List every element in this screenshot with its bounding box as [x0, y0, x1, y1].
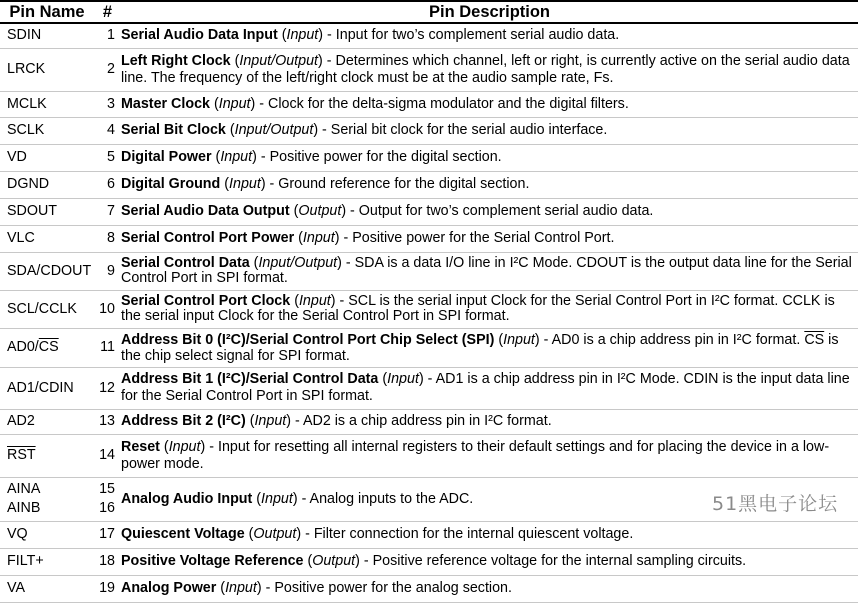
pin-text: Output for two’s complement serial audio data. [358, 203, 654, 219]
pin-name: FILT+ [0, 548, 94, 575]
pin-number: 12 [94, 367, 121, 409]
table-row [0, 48, 858, 91]
pin-description: Digital Ground (Input) - Ground reference for the digital section. [121, 171, 858, 198]
pin-io: Input [168, 438, 201, 455]
pin-text: Positive reference voltage for the internal sampling circuits. [372, 553, 747, 569]
pin-number: 6 [94, 171, 121, 198]
pin-text: SDA is a data I/O line in I²C Mode. CDOUT is the output data line for the Serial Control Port in SPI format. [121, 255, 852, 286]
pin-io: Output [253, 526, 297, 542]
pin-number [94, 477, 121, 521]
pin-title: Analog Audio Input [121, 490, 253, 507]
pin-name-b: AINB [7, 500, 41, 516]
pin-title: Reset [121, 438, 160, 455]
watermark: 51黑电子论坛 [712, 493, 839, 515]
pin-text-overline: $\overline{CS}$ [804, 331, 825, 348]
pin-name-overline: $\overline{CS}$ [38, 339, 59, 355]
pin-text: Input for two’s complement serial audio data. [335, 27, 620, 44]
table-row [0, 252, 858, 290]
pin-title: Serial Control Data [121, 255, 250, 271]
pin-io: Input [286, 27, 319, 44]
pin-io: Input [503, 331, 535, 348]
pin-title: Analog Power [121, 580, 217, 596]
pin-name [0, 477, 94, 521]
pin-description: Left Right Clock (Input/Output) - Determines which channel, left or right, is currently active on the serial audio data line. The frequency of the left/right clock must be at the audio sample rate, Fs. [121, 48, 858, 91]
pin-io: Input/Output [258, 255, 338, 271]
pin-number: 10 [94, 290, 121, 328]
pin-name-overline: $\overline{RST}$ [7, 447, 36, 463]
table-row [0, 575, 858, 602]
pin-title: Serial Audio Data Output [121, 203, 290, 219]
pin-title: Digital Power [121, 149, 212, 165]
pin-name: AD1/CDIN [0, 367, 94, 409]
pin-io: Input [298, 293, 331, 309]
header-pin-description: Pin Description [121, 1, 858, 23]
pin-text: Positive power for the Serial Control Port. [352, 230, 615, 246]
pin-io: Input [220, 149, 253, 165]
pin-title: Address Bit 2 (I²C) [121, 413, 246, 429]
pin-io: Input [254, 413, 287, 429]
pin-description: Reset (Input) - Input for resetting all internal registers to their default settings and for placing the device in a low-power mode. [121, 434, 858, 477]
pin-description: Serial Control Port Clock (Input) - SCL is the serial input Clock for the Serial Control Port in I²C format. CCLK is the serial input Clock for the Serial Control Port in SPI format. [121, 290, 858, 328]
pin-description: Serial Audio Data Output (Output) - Output for two’s complement serial audio data. [121, 198, 858, 225]
pin-name: SCL/CCLK [0, 290, 94, 328]
table-row [0, 117, 858, 144]
pin-number: 3 [94, 91, 121, 117]
pin-name-prefix: AD0/ [7, 339, 39, 355]
pin-name: VA [0, 575, 94, 602]
header-pin-name: Pin Name [0, 1, 94, 23]
table-row [0, 198, 858, 225]
pin-description: Master Clock (Input) - Clock for the delta-sigma modulator and the digital filters. [121, 91, 858, 117]
pin-title: Quiescent Voltage [121, 526, 245, 542]
pin-description: Positive Voltage Reference (Output) - Positive reference voltage for the internal sampling circuits. [121, 548, 858, 575]
table-row [0, 367, 858, 409]
table-row [0, 91, 858, 117]
pin-title: Serial Bit Clock [121, 122, 226, 138]
pin-number: 17 [94, 521, 121, 548]
pin-number: 14 [94, 434, 121, 477]
pin-io: Input [261, 490, 293, 507]
pin-name: MCLK [0, 91, 94, 117]
pin-text: Determines which channel, left or right, is currently active on the serial audio data line. The frequency of the left/right clock must be at the audio sample rate, Fs. [121, 52, 850, 86]
pin-number: 8 [94, 225, 121, 252]
pin-text: Clock for the delta-sigma modulator and the digital filters. [268, 95, 629, 112]
pin-text: SCL is the serial input Clock for the Serial Control Port in I²C format. CCLK is the serial input Clock for the Serial Control Port in SPI format. [121, 293, 835, 324]
table-row [0, 23, 858, 48]
pin-text: Positive power for the analog section. [274, 580, 512, 596]
header-number: # [94, 1, 121, 23]
pin-name [0, 434, 94, 477]
pin-number: 5 [94, 144, 121, 171]
pin-name: DGND [0, 171, 94, 198]
pin-title: Serial Control Port Clock [121, 293, 291, 309]
table-row [0, 434, 858, 477]
pin-description: Serial Control Port Power (Input) - Positive power for the Serial Control Port. [121, 225, 858, 252]
table-row [0, 409, 858, 434]
table-row [0, 171, 858, 198]
pin-description: Serial Audio Data Input (Input) - Input for two’s complement serial audio data. [121, 23, 858, 48]
pin-number: 19 [94, 575, 121, 602]
pin-number-b: 16 [99, 500, 115, 516]
pin-io: Output [298, 203, 342, 219]
pin-title: Left Right Clock [121, 52, 231, 69]
pin-description: Address Bit 0 (I²C)/Serial Control Port Chip Select (SPI) (Input) - AD0 is a chip address pin in I²C format. $\overline{CS}$ is the chip select signal for SPI format. [121, 328, 858, 367]
pin-text: Ground reference for the digital section. [278, 176, 530, 192]
pin-text: Filter connection for the internal quiescent voltage. [313, 526, 634, 542]
header-row [0, 1, 858, 23]
pin-number: 13 [94, 409, 121, 434]
pin-name: VD [0, 144, 94, 171]
pin-description: Address Bit 2 (I²C) (Input) - AD2 is a chip address pin in I²C format. [121, 409, 858, 434]
pin-title: Address Bit 1 (I²C)/Serial Control Data [121, 371, 379, 387]
pin-name: SDA/CDOUT [0, 252, 94, 290]
pin-text: Analog inputs to the ADC. [309, 490, 474, 507]
pin-text: AD0 is a chip address pin in I²C format. [551, 331, 801, 348]
pin-io: Input/Output [234, 122, 314, 138]
pin-io: Input [218, 95, 251, 112]
pin-name: SCLK [0, 117, 94, 144]
pin-description: Analog Power (Input) - Positive power for the analog section. [121, 575, 858, 602]
pin-description: Quiescent Voltage (Output) - Filter connection for the internal quiescent voltage. [121, 521, 858, 548]
pin-number: 7 [94, 198, 121, 225]
pin-io: Output [312, 553, 356, 569]
table-row [0, 290, 858, 328]
pin-name: AD2 [0, 409, 94, 434]
pin-description: Serial Bit Clock (Input/Output) - Serial bit clock for the serial audio interface. [121, 117, 858, 144]
pin-text: AD2 is a chip address pin in I²C format. [302, 413, 552, 429]
pin-title: Positive Voltage Reference [121, 553, 304, 569]
pin-number: 1 [94, 23, 121, 48]
pin-io: Input/Output [239, 52, 319, 69]
pin-title: Digital Ground [121, 176, 221, 192]
pin-name: VLC [0, 225, 94, 252]
pin-number: 18 [94, 548, 121, 575]
pin-description: Serial Control Data (Input/Output) - SDA is a data I/O line in I²C Mode. CDOUT is the output data line for the Serial Control Port in SPI format. [121, 252, 858, 290]
pin-io: Input [225, 580, 257, 596]
pin-text: AD1 is a chip address pin in I²C Mode. CDIN is the input data line for the Serial Control Port in SPI format. [121, 371, 850, 404]
pin-name: LRCK [0, 48, 94, 91]
pin-number: 9 [94, 252, 121, 290]
pin-description: Address Bit 1 (I²C)/Serial Control Data (Input) - AD1 is a chip address pin in I²C Mode. CDIN is the input data line for the Serial Control Port in SPI format. [121, 367, 858, 409]
pin-text-continued: is the chip select signal for SPI format. [121, 331, 839, 364]
pin-text: Serial bit clock for the serial audio interface. [330, 122, 608, 138]
pin-title: Serial Audio Data Input [121, 27, 278, 44]
table-row [0, 521, 858, 548]
pin-number-a: 15 [99, 481, 115, 497]
pin-name-a: AINA [7, 481, 41, 497]
pin-title: Address Bit 0 (I²C)/Serial Control Port Chip Select (SPI) [121, 331, 495, 348]
pin-name: VQ [0, 521, 94, 548]
table-row [0, 548, 858, 575]
pin-title: Master Clock [121, 95, 210, 112]
pin-description: Analog Audio Input (Input) - Analog inputs to the ADC. [121, 477, 858, 521]
pin-description: Digital Power (Input) - Positive power for the digital section. [121, 144, 858, 171]
pin-number: 4 [94, 117, 121, 144]
pin-text: Positive power for the digital section. [269, 149, 502, 165]
pin-name [0, 328, 94, 367]
pin-title: Serial Control Port Power [121, 230, 295, 246]
pin-number: 11 [94, 328, 121, 367]
pin-number: 2 [94, 48, 121, 91]
pin-text: Input for resetting all internal registers to their default settings and for placing the device in a low-power mode. [121, 438, 830, 472]
pin-io: Input [387, 371, 419, 387]
table-row [0, 225, 858, 252]
pin-name: SDIN [0, 23, 94, 48]
pin-io: Input [229, 176, 261, 192]
table-row [0, 328, 858, 367]
table-row [0, 144, 858, 171]
pin-io: Input [302, 230, 335, 246]
pin-name: SDOUT [0, 198, 94, 225]
